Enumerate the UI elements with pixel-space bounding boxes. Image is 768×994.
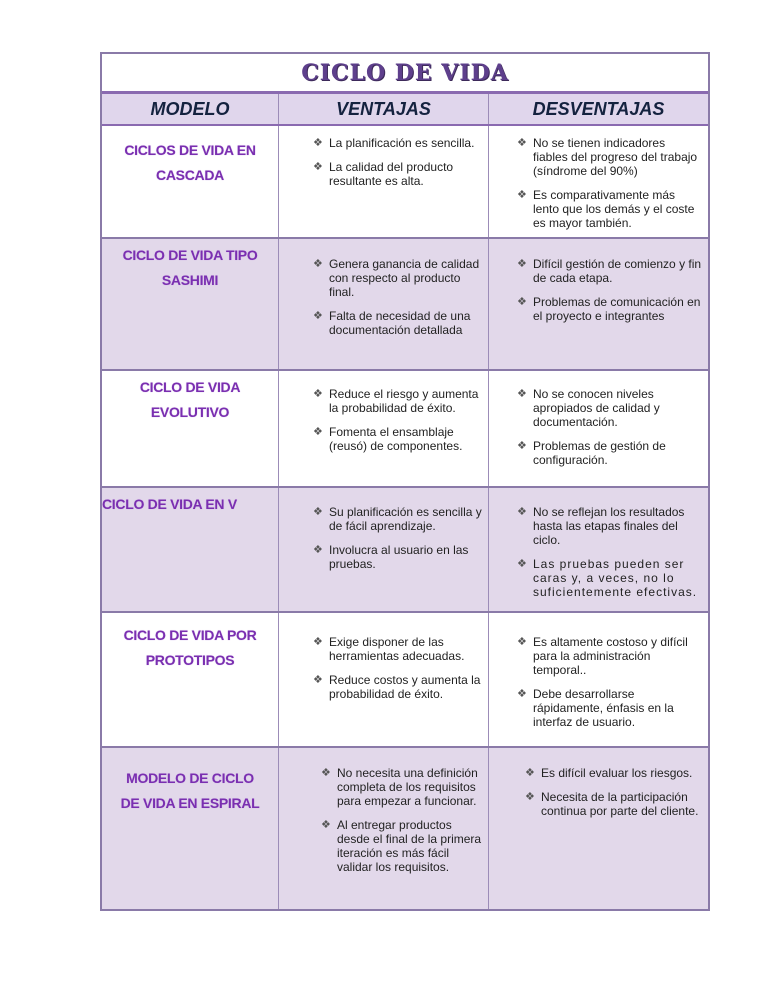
advantages-cell bbox=[279, 239, 489, 369]
list-item: ❖ No se tienen indicadores fiables del progreso del trabajo (síndrome del 90%) bbox=[517, 136, 698, 178]
diamond-bullet-icon: ❖ bbox=[313, 506, 323, 518]
list-item: ❖ Problemas de gestión de configuración. bbox=[517, 439, 666, 467]
disadvantages-cell bbox=[489, 613, 708, 746]
list-item: ❖ Debe desarrollarse rápidamente, énfasis en la interfaz de usuario. bbox=[517, 687, 674, 729]
list-item: ❖ Su planificación es sencilla y de fácil aprendizaje. bbox=[313, 505, 482, 533]
advantages-cell bbox=[279, 748, 489, 909]
diamond-bullet-icon: ❖ bbox=[321, 767, 331, 779]
list-item: ❖ Fomenta el ensamblaje (reusó) de componentes. bbox=[313, 425, 463, 453]
list-item: ❖ Falta de necesidad de una documentación detallada bbox=[313, 309, 471, 337]
list-item: ❖ Es comparativamente más lento que los demás y el coste es mayor también. bbox=[517, 188, 695, 230]
page-title: CICLO DE VIDA bbox=[301, 59, 509, 86]
list-item: ❖ Involucra al usuario en las pruebas. bbox=[313, 543, 469, 571]
list-item: ❖ La planificación es sencilla. bbox=[313, 136, 475, 150]
advantages-cell bbox=[279, 126, 489, 237]
list-item: ❖ Reduce el riesgo y aumenta la probabilidad de éxito. bbox=[313, 387, 479, 415]
diamond-bullet-icon: ❖ bbox=[517, 258, 527, 270]
header-modelo: MODELO bbox=[102, 94, 279, 124]
list-item: ❖ Al entregar productos desde el final de la primera iteración es más fácil validar los requisitos. bbox=[321, 818, 482, 874]
model-name bbox=[102, 371, 279, 486]
diamond-bullet-icon: ❖ bbox=[525, 767, 535, 779]
list-item: ❖ Es difícil evaluar los riesgos. bbox=[525, 766, 693, 780]
diamond-bullet-icon: ❖ bbox=[313, 426, 323, 438]
list-item: ❖ Problemas de comunicación en el proyecto e integrantes bbox=[517, 295, 701, 323]
model-line: CICLOS DE VIDA EN bbox=[124, 142, 256, 158]
diamond-bullet-icon: ❖ bbox=[517, 506, 527, 518]
list-item: ❖ Las pruebas pueden ser caras y, a veces, no lo suficientemente efectivas. bbox=[517, 557, 698, 599]
model-line: CICLO DE VIDA TIPO bbox=[122, 247, 258, 263]
model-name bbox=[102, 239, 279, 369]
header-desventajas: DESVENTAJAS bbox=[532, 98, 665, 119]
disadvantages-cell bbox=[489, 748, 708, 909]
model-name bbox=[102, 126, 279, 237]
list-item: ❖ La calidad del producto resultante es alta. bbox=[313, 160, 454, 188]
table-row bbox=[102, 371, 708, 488]
list-item: ❖ Necesita de la participación continua por parte del cliente. bbox=[525, 790, 699, 818]
model-line: CICLO DE VIDA POR bbox=[123, 627, 257, 643]
list-item: ❖ Es altamente costoso y difícil para la administración temporal.. bbox=[517, 635, 688, 677]
advantages-cell bbox=[279, 488, 489, 611]
model-line: CICLO DE VIDA EN V bbox=[102, 496, 237, 512]
model-line: CICLO DE VIDA bbox=[139, 379, 241, 395]
header-ventajas: VENTAJAS bbox=[279, 94, 489, 124]
model-line: EVOLUTIVO bbox=[150, 404, 230, 420]
diamond-bullet-icon: ❖ bbox=[517, 688, 527, 700]
table-row bbox=[102, 748, 708, 909]
model-line: PROTOTIPOS bbox=[145, 652, 235, 668]
disadvantages-cell bbox=[489, 126, 708, 237]
model-name bbox=[102, 488, 279, 611]
model-name bbox=[102, 613, 279, 746]
disadvantages-cell bbox=[489, 239, 708, 369]
diamond-bullet-icon: ❖ bbox=[517, 137, 527, 149]
diamond-bullet-icon: ❖ bbox=[517, 440, 527, 452]
model-line: MODELO DE CICLO bbox=[126, 770, 254, 786]
model-line: DE VIDA EN ESPIRAL bbox=[120, 795, 260, 811]
list-item: ❖ No se conocen niveles apropiados de calidad y documentación. bbox=[517, 387, 660, 429]
diamond-bullet-icon: ❖ bbox=[321, 819, 331, 831]
diamond-bullet-icon: ❖ bbox=[517, 189, 527, 201]
life-cycle-table bbox=[100, 52, 710, 911]
diamond-bullet-icon: ❖ bbox=[525, 791, 535, 803]
advantages-cell bbox=[279, 371, 489, 486]
advantages-cell bbox=[279, 613, 489, 746]
model-line: CASCADA bbox=[156, 167, 224, 183]
diamond-bullet-icon: ❖ bbox=[313, 544, 323, 556]
diamond-bullet-icon: ❖ bbox=[517, 558, 528, 570]
table-row bbox=[102, 613, 708, 748]
diamond-bullet-icon: ❖ bbox=[517, 636, 527, 648]
diamond-bullet-icon: ❖ bbox=[313, 258, 323, 270]
table-header-row bbox=[102, 94, 708, 126]
list-item: ❖ Exige disponer de las herramientas adecuadas. bbox=[313, 635, 465, 663]
list-item: ❖ Difícil gestión de comienzo y fin de cada etapa. bbox=[517, 257, 702, 285]
list-item: ❖ Genera ganancia de calidad con respecto al producto final. bbox=[313, 257, 480, 299]
diamond-bullet-icon: ❖ bbox=[313, 137, 323, 149]
diamond-bullet-icon: ❖ bbox=[313, 161, 323, 173]
diamond-bullet-icon: ❖ bbox=[313, 674, 323, 686]
diamond-bullet-icon: ❖ bbox=[313, 636, 323, 648]
model-name bbox=[102, 748, 279, 909]
diamond-bullet-icon: ❖ bbox=[313, 388, 323, 400]
table-row bbox=[102, 239, 708, 371]
diamond-bullet-icon: ❖ bbox=[313, 310, 323, 322]
list-item: ❖ No se reflejan los resultados hasta las etapas finales del ciclo. bbox=[517, 505, 685, 547]
model-line: SASHIMI bbox=[161, 272, 219, 288]
list-item: ❖ Reduce costos y aumenta la probabilidad de éxito. bbox=[313, 673, 481, 701]
table-row bbox=[102, 126, 708, 239]
disadvantages-cell bbox=[489, 371, 708, 486]
table-title-row bbox=[102, 54, 708, 94]
list-item: ❖ No necesita una definición completa de los requisitos para empezar a funcionar. bbox=[321, 766, 478, 808]
disadvantages-cell bbox=[489, 488, 708, 611]
diamond-bullet-icon: ❖ bbox=[517, 296, 527, 308]
diamond-bullet-icon: ❖ bbox=[517, 388, 527, 400]
table-row bbox=[102, 488, 708, 613]
